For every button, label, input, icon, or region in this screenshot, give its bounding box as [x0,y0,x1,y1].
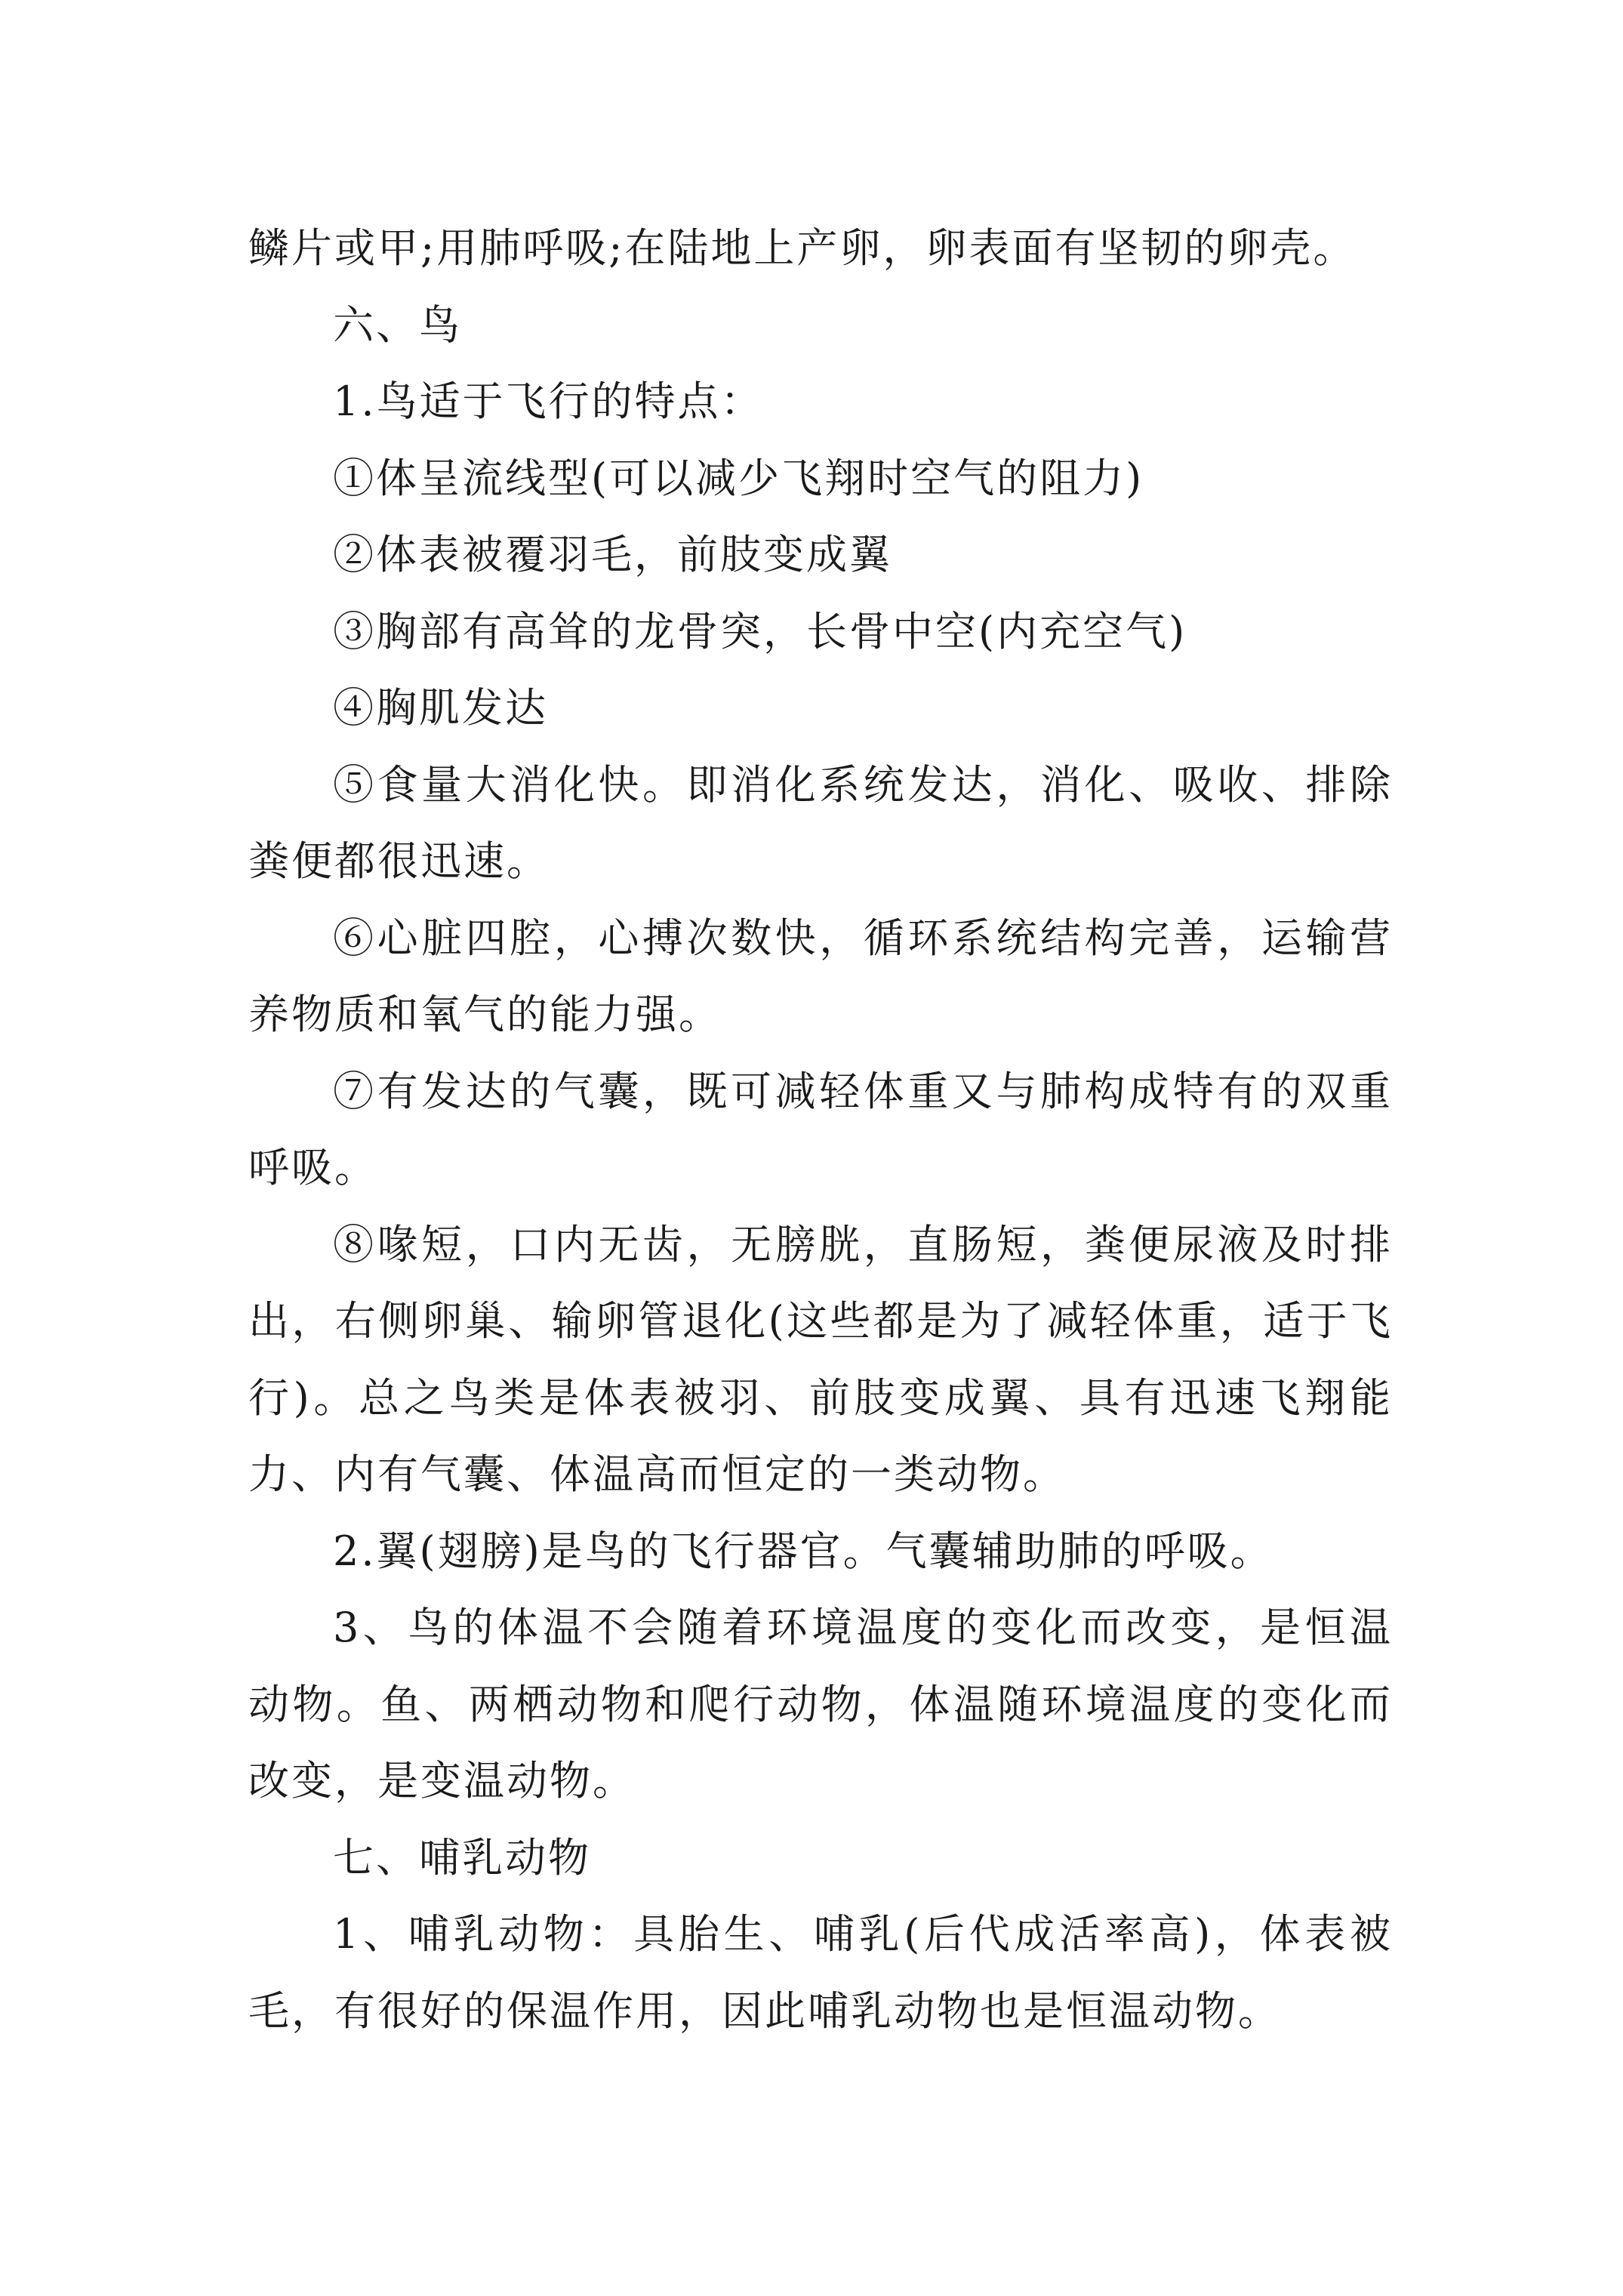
list-item-bird-3: ③胸部有高耸的龙骨突，长骨中空(内充空气) [333,607,1187,655]
paragraph-bird-temperature: 3、鸟的体温不会随着环境温度的变化而改变，是恒温动物。鱼、两栖动物和爬行动物，体温随环境温度的变化而改变，是变温动物。 [248,1604,1393,1804]
paragraph-mammal-1: 1、哺乳动物：具胎生、哺乳(后代成活率高)，体表被毛，有很好的保温作用，因此哺乳动物也是恒温动物。 [248,1910,1393,2035]
list-item-bird-5: ⑤食量大消化快。即消化系统发达，消化、吸收、排除粪便都很迅速。 [248,760,1393,885]
section-heading-mammals: 七、哺乳动物 [333,1833,591,1881]
paragraph-bird-wing: 2.翼(翅膀)是鸟的飞行器官。气囊辅助肺的呼吸。 [333,1527,1273,1575]
body-text [248,210,1393,2049]
list-item-bird-6: ⑥心脏四腔，心搏次数快，循环系统结构完善，运输营养物质和氧气的能力强。 [248,914,1393,1038]
list-item-bird-8: ⑧喙短，口内无齿，无膀胱，直肠短，粪便尿液及时排出，右侧卵巢、输卵管退化(这些都是为了减轻体重，适于飞行)。总之鸟类是体表被羽、前肢变成翼、具有迅速飞翔能力、内有气囊、体温高而恒定的一类动物。 [248,1220,1393,1498]
list-item-bird-1: ①体呈流线型(可以减少飞翔时空气的阻力) [333,454,1144,502]
list-item-bird-7: ⑦有发达的气囊，既可减轻体重又与肺构成特有的双重呼吸。 [248,1067,1393,1191]
section-heading-birds: 六、鸟 [333,300,462,349]
paragraph-bird-flight-intro: 1.鸟适于飞行的特点： [333,378,764,425]
paragraph-reptile-features: 鳞片或甲;用肺呼吸;在陆地上产卵，卵表面有坚韧的卵壳。 [248,224,1357,272]
list-item-bird-2: ②体表被覆羽毛，前肢变成翼 [333,531,892,578]
list-item-bird-4: ④胸肌发达 [333,684,548,732]
